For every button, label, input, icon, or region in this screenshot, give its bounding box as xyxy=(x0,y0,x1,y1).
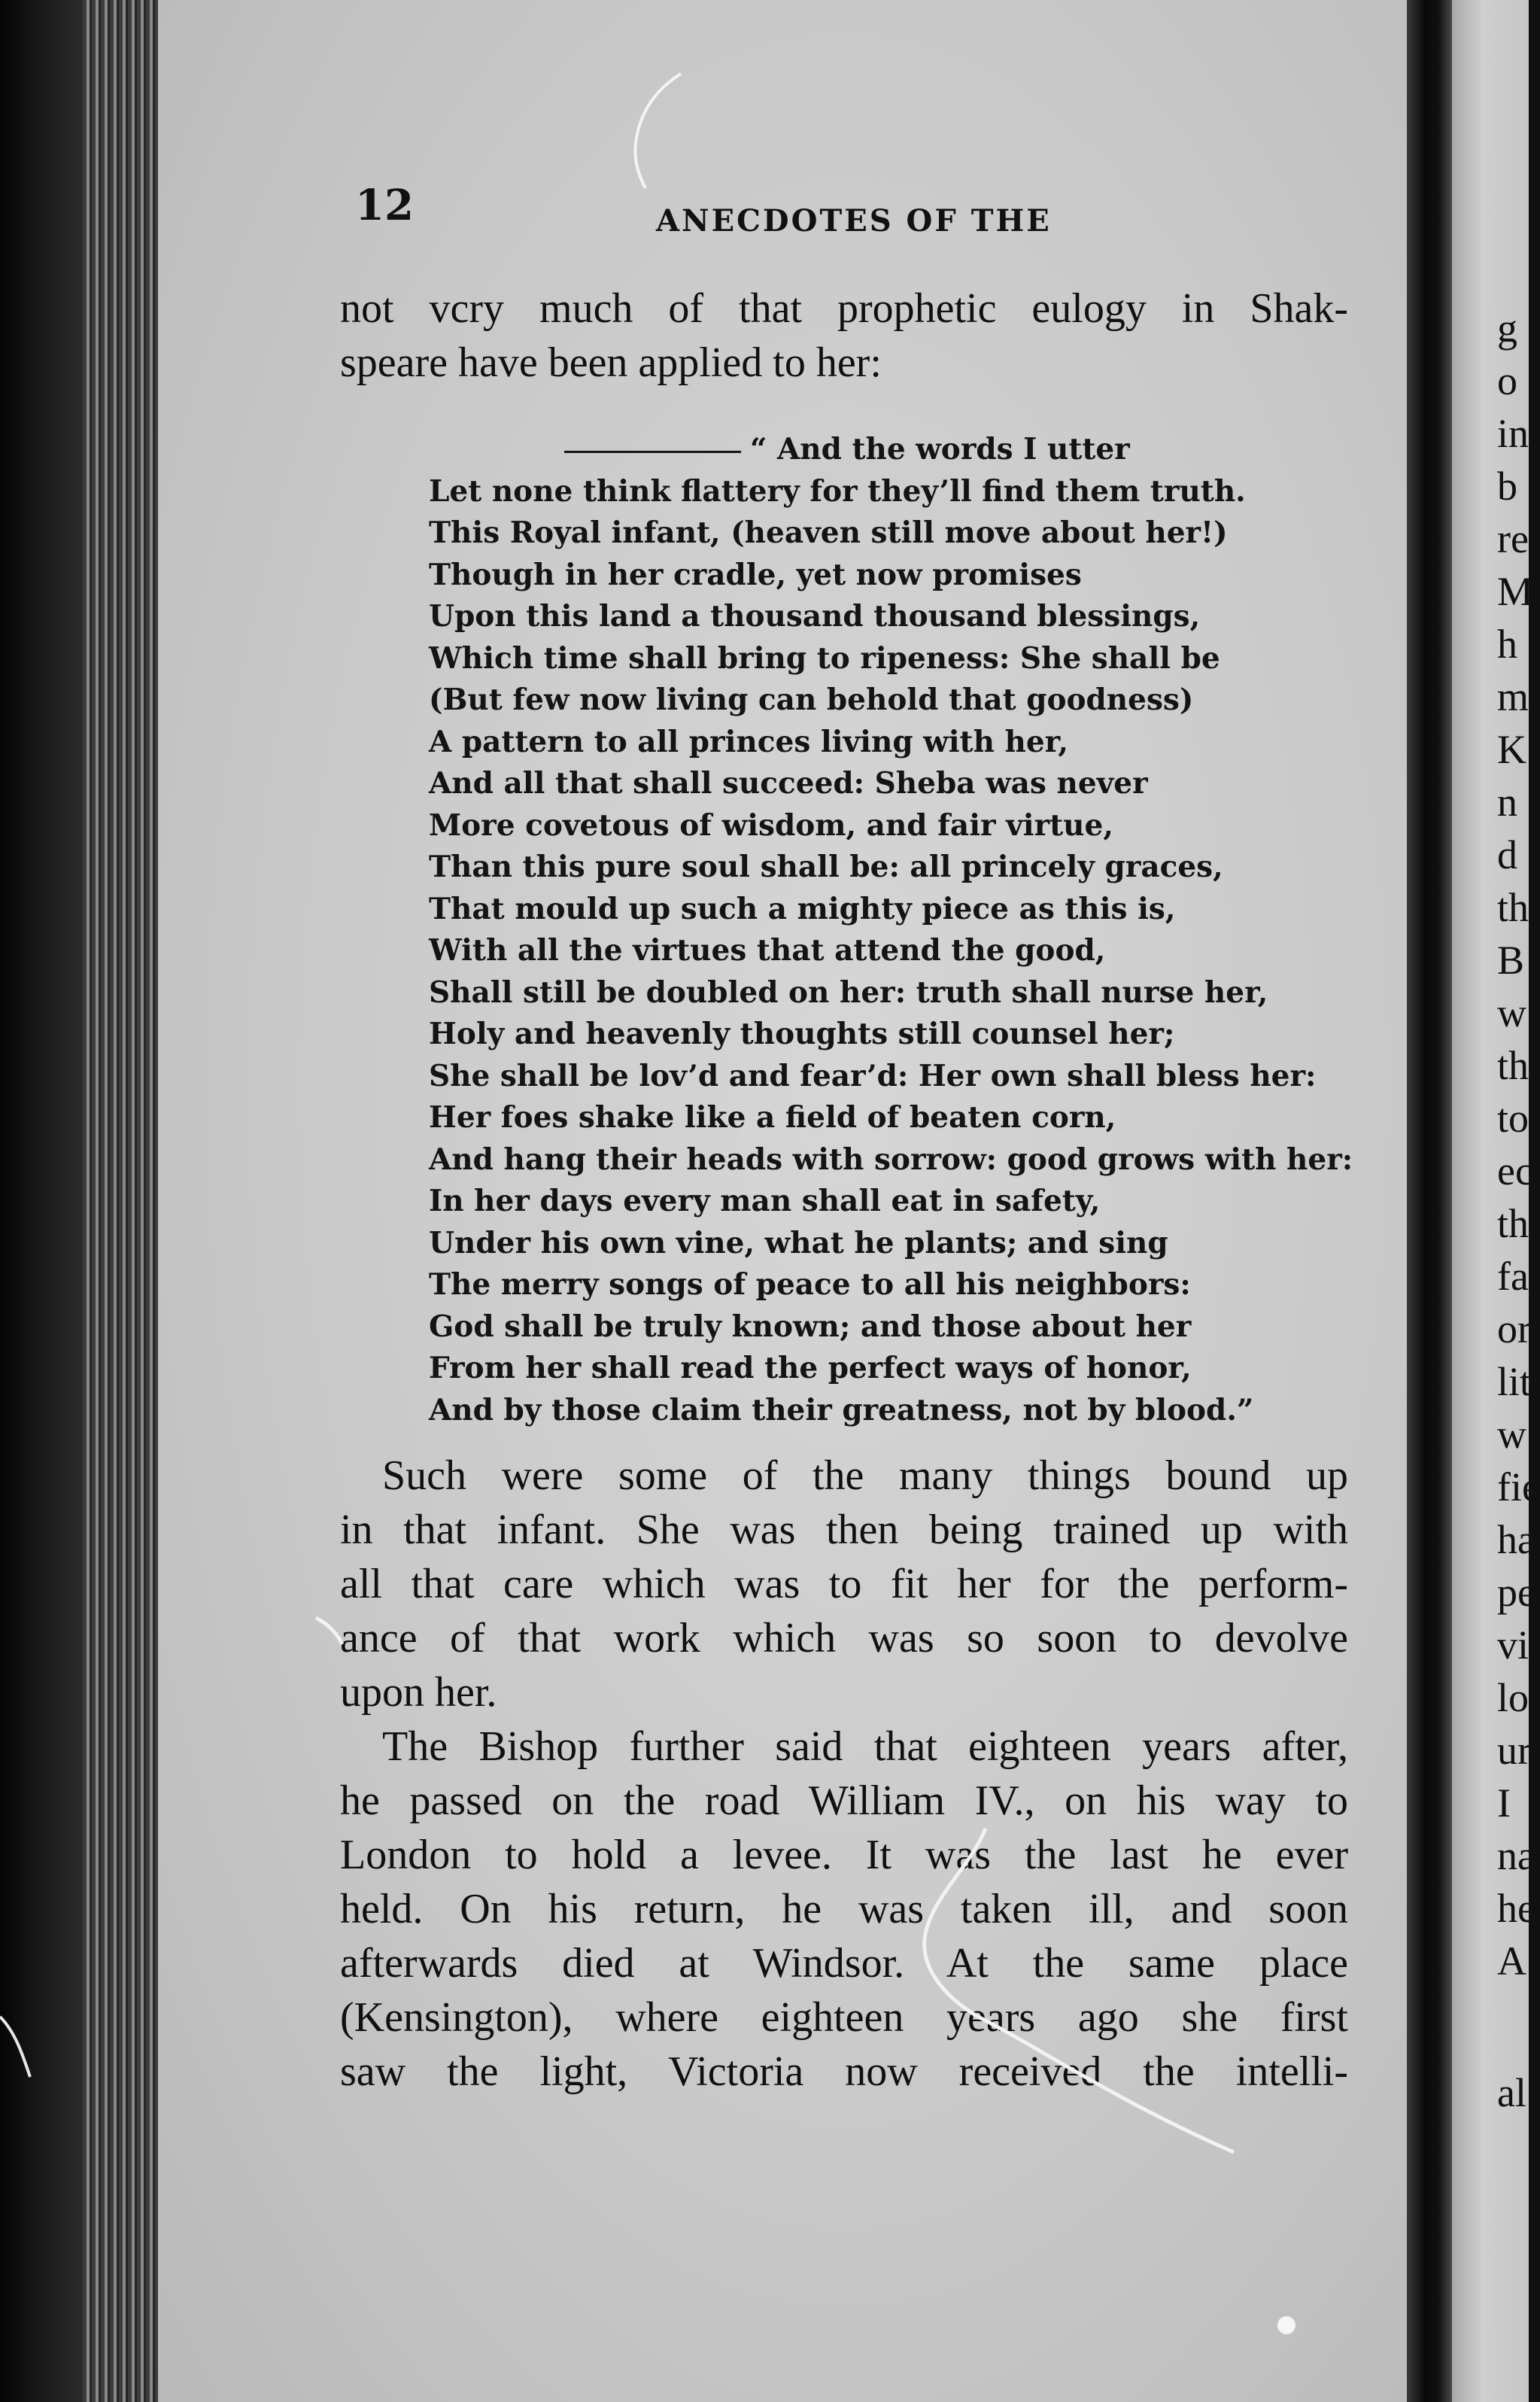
facing-page-fragment: K xyxy=(1497,727,1526,772)
facing-page-fragment: fa xyxy=(1497,1254,1529,1299)
facing-page-fragment: th xyxy=(1497,1043,1529,1088)
text-line: all that care which was to fit her for the perform- xyxy=(340,1561,1348,1607)
verse-line: And hang their heads with sorrow: good grows with her: xyxy=(429,1142,1353,1177)
facing-page-fragment: to xyxy=(1497,1096,1529,1141)
verse-line: In her days every man shall eat in safety, xyxy=(429,1184,1101,1218)
verse-line: Her foes shake like a field of beaten corn, xyxy=(429,1100,1116,1135)
facing-page-fragment: th xyxy=(1497,1201,1529,1246)
text-line: Such were some of the many things bound up xyxy=(382,1452,1348,1499)
text-line: (Kensington), where eighteen years ago she first xyxy=(340,1994,1348,2041)
paragraph-such-were xyxy=(340,1449,1348,1719)
verse-line: More covetous of wisdom, and fair virtue, xyxy=(429,807,1113,843)
facing-page-fragment: pe xyxy=(1497,1570,1535,1615)
text-line: in that infant. She was then being trained up with xyxy=(340,1507,1348,1553)
running-head: ANECDOTES OF THE xyxy=(656,203,1052,239)
facing-page-fragment: re xyxy=(1497,516,1529,561)
facing-page-fragment: in xyxy=(1497,411,1529,456)
facing-page-fragment: g xyxy=(1497,306,1517,351)
facing-page-fragment: o xyxy=(1497,358,1517,403)
text-line: held. On his return, he was taken ill, and soon xyxy=(340,1886,1348,1932)
intro-paragraph xyxy=(340,281,1348,390)
text-line: afterwards died at Windsor. At the same place xyxy=(340,1940,1348,1987)
facing-page-fragment: he xyxy=(1497,1886,1535,1931)
facing-page-fragment: B xyxy=(1497,938,1525,983)
text-line: speare have been applied to her: xyxy=(340,339,882,386)
facing-page-fragment: d xyxy=(1497,832,1517,877)
verse-line: God shall be truly known; and those about her xyxy=(429,1309,1192,1344)
facing-page-fragment: lit xyxy=(1497,1359,1532,1404)
facing-page-edge xyxy=(1452,0,1540,2402)
verse-line: Upon this land a thousand thousand blessings, xyxy=(429,599,1201,634)
facing-page-fragment: ha xyxy=(1497,1517,1535,1562)
facing-page-fragment: or xyxy=(1497,1306,1531,1352)
facing-page-fragment: M xyxy=(1497,569,1534,614)
verse-line: Though in her cradle, yet now promises xyxy=(429,557,1082,592)
facing-page-fragment: vi xyxy=(1497,1622,1529,1668)
verse-line: Shall still be doubled on her: truth shall nurse her, xyxy=(429,974,1268,1010)
em-dash-rule xyxy=(564,451,741,453)
facing-page-fragment: w xyxy=(1497,990,1526,1035)
verse-line: She shall be lov’d and fear’d: Her own shall bless her: xyxy=(429,1058,1317,1093)
text-line: The Bishop further said that eighteen years after, xyxy=(382,1723,1348,1770)
facing-page-fragment: ur xyxy=(1497,1728,1531,1773)
text-line: ance of that work which was so soon to devolve xyxy=(340,1615,1348,1662)
verse-line: Let none think flattery for they’ll find them truth. xyxy=(429,473,1246,509)
facing-page-fragment: al xyxy=(1497,2070,1526,2115)
facing-page-fragment: ec xyxy=(1497,1148,1533,1193)
facing-page-fragment: b xyxy=(1497,464,1517,509)
text-line: he passed on the road William IV., on his way to xyxy=(340,1777,1348,1824)
verse-line: With all the virtues that attend the good, xyxy=(429,933,1106,968)
text-line: saw the light, Victoria now received the intelli- xyxy=(340,2048,1348,2095)
facing-page-fragment: fie xyxy=(1497,1464,1540,1510)
text-line: not vcry much of that prophetic eulogy in Shak- xyxy=(340,285,1348,332)
verse-line: This Royal infant, (heaven still move about her!) xyxy=(429,515,1228,550)
page-edges xyxy=(83,0,158,2402)
verse-line: The merry songs of peace to all his neighbors: xyxy=(429,1267,1191,1302)
verse-quotation xyxy=(429,429,1362,1431)
facing-page-fragment: lo xyxy=(1497,1675,1529,1720)
verse-line: From her shall read the perfect ways of honor, xyxy=(429,1351,1192,1385)
verse-line-text: “ And the words I utter xyxy=(750,432,1130,467)
facing-page-fragment: A xyxy=(1497,1938,1526,1984)
facing-page-fragment: w xyxy=(1497,1412,1526,1457)
verse-line: And all that shall succeed: Sheba was never xyxy=(429,766,1148,801)
verse-line: A pattern to all princes living with her, xyxy=(429,724,1068,759)
page-number: 12 xyxy=(355,181,414,230)
facing-page-fragment: na xyxy=(1497,1833,1535,1878)
facing-page-fragment: m xyxy=(1497,674,1529,719)
verse-line: Under his own vine, what he plants; and sing xyxy=(429,1225,1168,1260)
book-gutter xyxy=(1407,0,1452,2402)
verse-line: That mould up such a mighty piece as this is, xyxy=(429,891,1176,926)
facing-page-fragment: h xyxy=(1497,622,1517,667)
facing-page-fragment: I xyxy=(1497,1780,1511,1826)
book-spine xyxy=(0,0,83,2402)
verse-line: (But few now living can behold that goodness) xyxy=(429,683,1194,717)
facing-page-fragment: n xyxy=(1497,780,1517,825)
verse-line: Than this pure soul shall be: all princely graces, xyxy=(429,850,1223,884)
verse-line: Which time shall bring to ripeness: She shall be xyxy=(429,640,1220,676)
verse-line xyxy=(429,429,1362,471)
paragraph-bishop xyxy=(340,1719,1348,2099)
facing-page-fragment: th xyxy=(1497,885,1529,930)
text-line: London to hold a levee. It was the last he ever xyxy=(340,1832,1348,1878)
text-line: upon her. xyxy=(340,1669,497,1716)
verse-line: And by those claim their greatness, not by blood.” xyxy=(429,1392,1254,1428)
verse-line: Holy and heavenly thoughts still counsel her; xyxy=(429,1017,1175,1051)
